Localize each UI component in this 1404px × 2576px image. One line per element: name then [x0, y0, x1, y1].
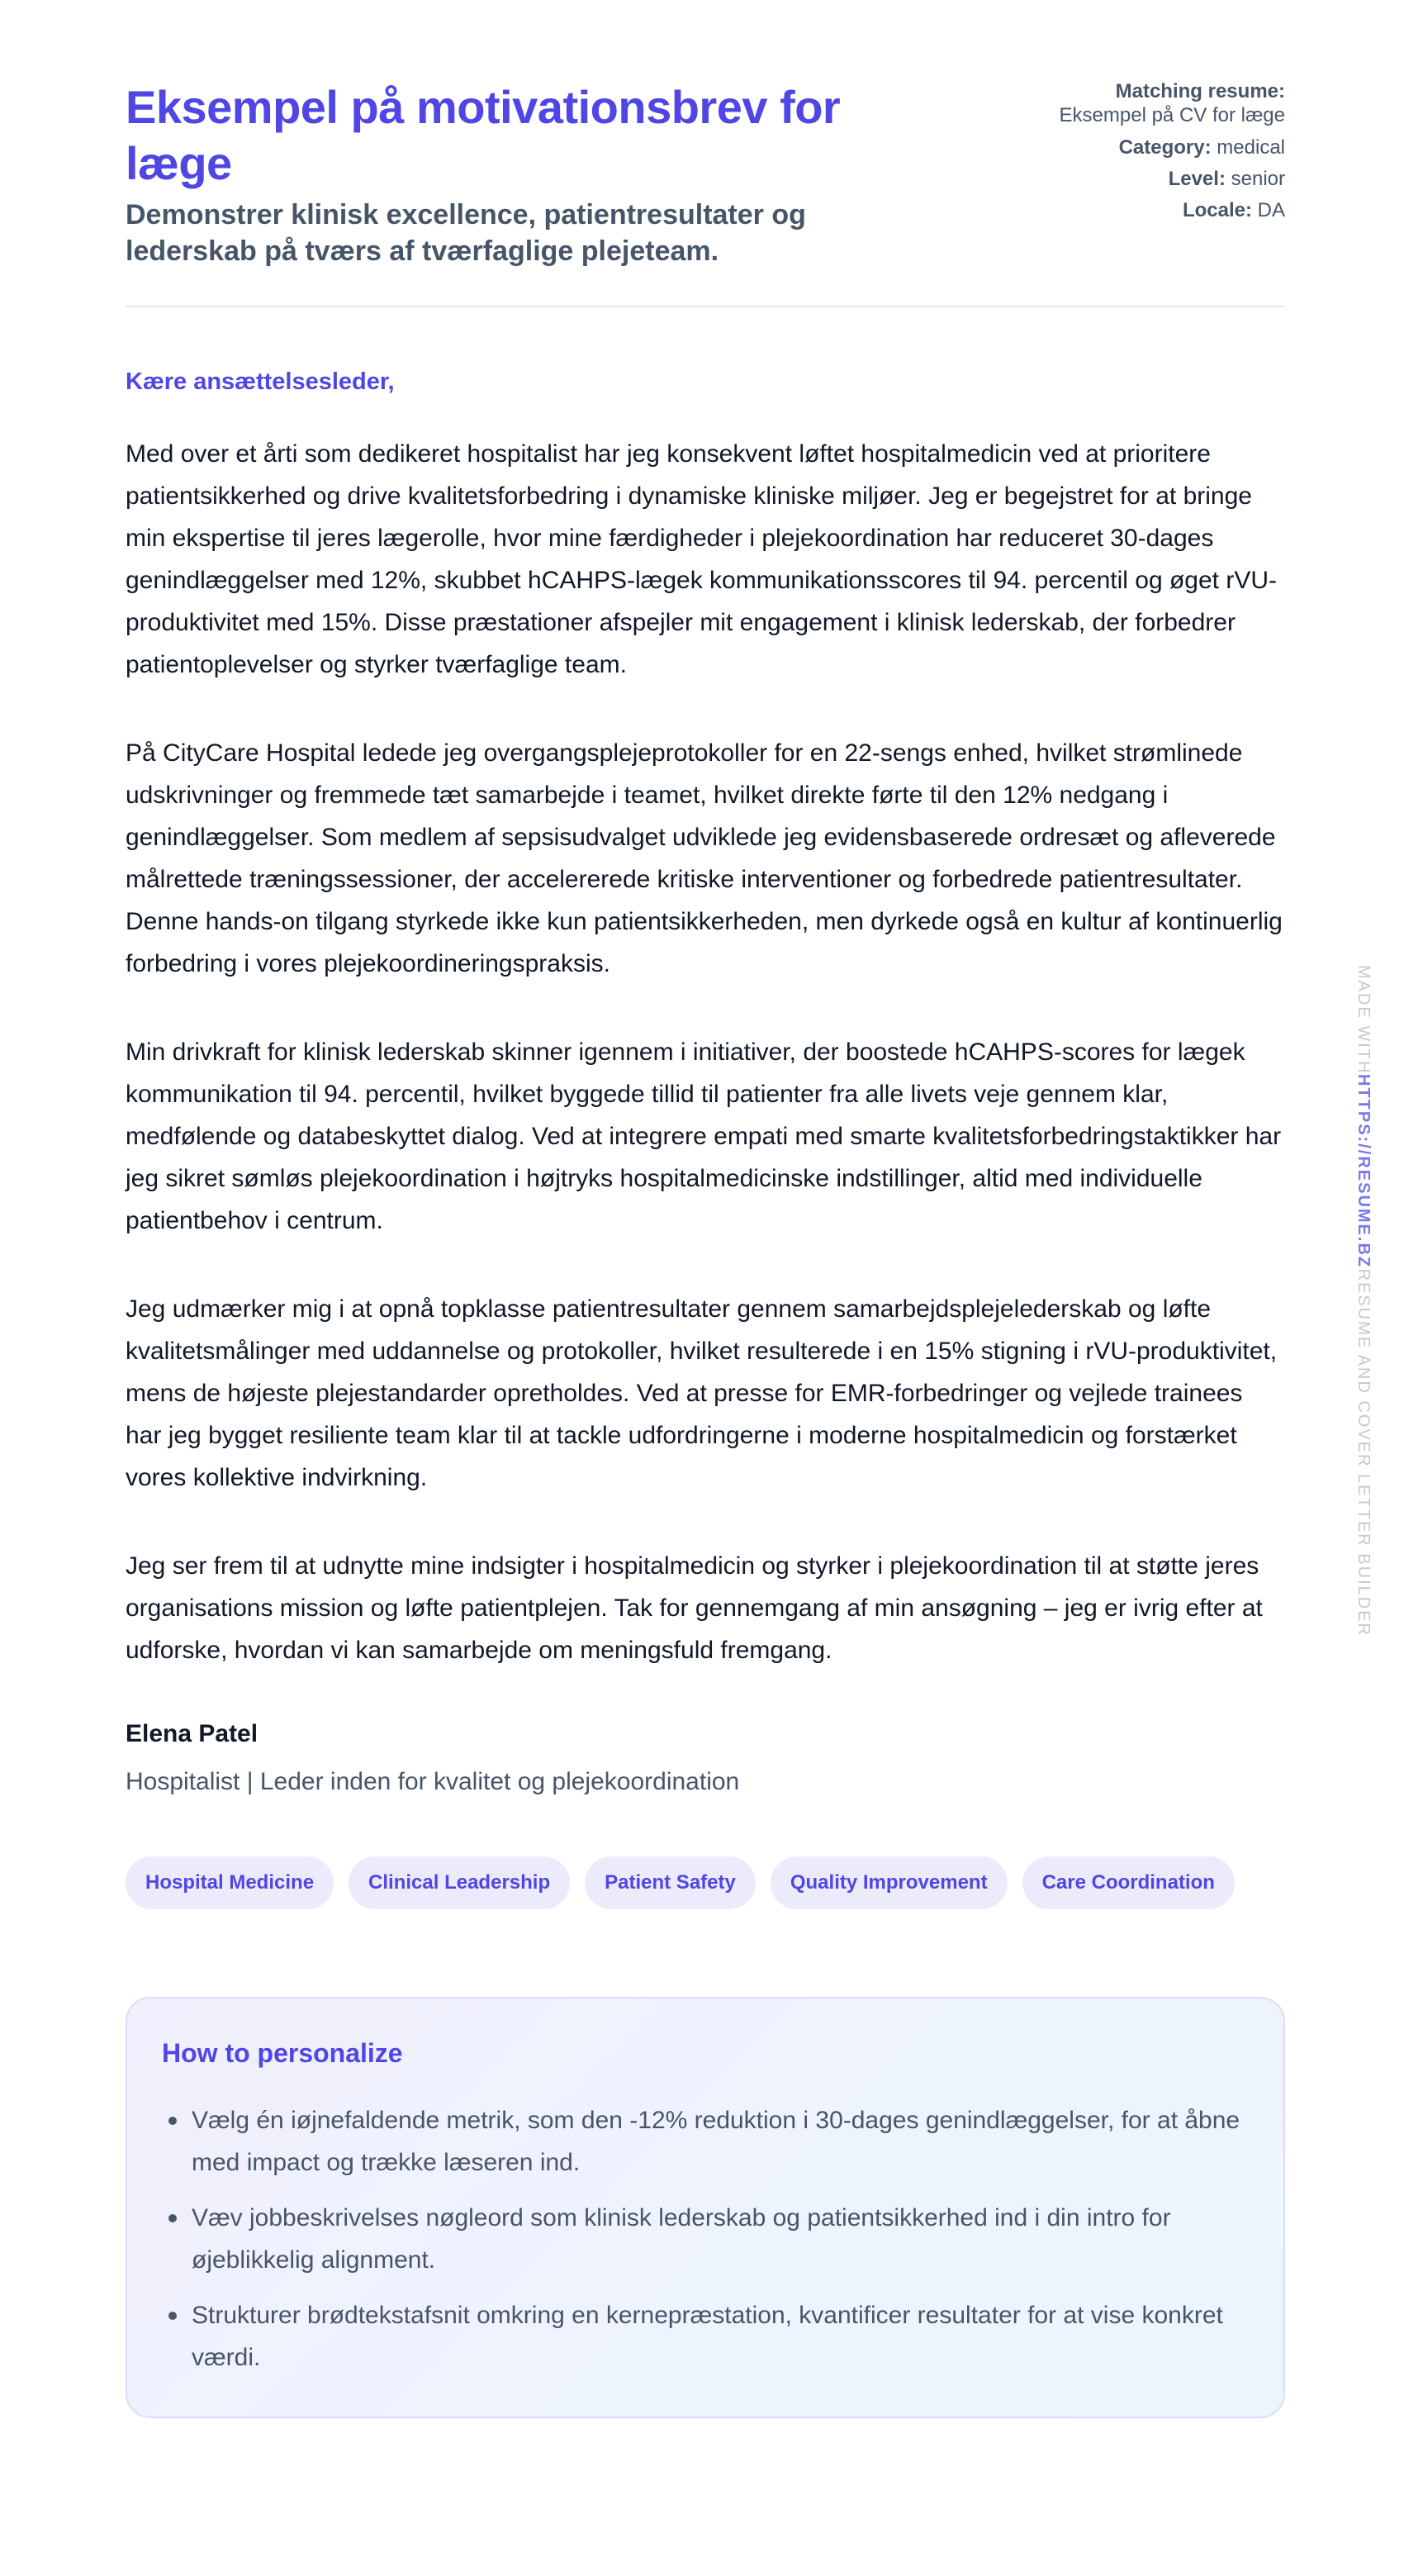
- level-label: Level:: [1168, 168, 1226, 190]
- matching-resume-value: Eksempel på CV for læge: [1059, 104, 1285, 126]
- bullet-icon: [168, 2117, 177, 2125]
- locale-label: Locale:: [1182, 199, 1252, 221]
- page-header: [126, 79, 1285, 269]
- skill-tag: Quality Improvement: [771, 1856, 1008, 1909]
- page-title: Eksempel på motivationsbrev for læge: [126, 81, 841, 189]
- letter-paragraph: Jeg ser frem til at udnytte mine indsigter i hospitalmedicin og styrker i plejekoordination til at støtte jeres organisations mission og løfte patientplejen. Tak for gennemgang af min ansøgning – jeg er ivrig efter at udforske, hvordan vi kan samarbejde om meningsfuld fremgang.: [126, 1552, 1263, 1664]
- meta-locale: [1060, 195, 1285, 226]
- tip-text: Strukturer brødtekstafsnit omkring en kernepræstation, kvantificer resultater for at vise konkret værdi.: [192, 2302, 1223, 2371]
- meta-category: [1060, 132, 1285, 164]
- letter-paragraph: Min drivkraft for klinisk lederskab skinner igennem i initiativer, der boostede hCAHPS-scores for lægek kommunikation til 94. percentil, hvilket byggede tillid til patienter fra alle livets veje gennem klar, medfølende og databeskyttet dialog. Ved at integrere empati med smarte kvalitetsforbedringstaktikker har jeg sikret sømløs plejekoordination i højtryks hospitalmedicinske indstillinger, altid med individuelle patientbehov i centrum.: [126, 1038, 1282, 1234]
- header-divider: [126, 306, 1285, 307]
- personalize-tips-card: [126, 1997, 1285, 2418]
- tips-title: How to personalize: [162, 2038, 403, 2068]
- tip-item: [162, 2197, 1249, 2281]
- watermark-link[interactable]: HTTPS://RESUME.BZ: [1354, 1074, 1373, 1269]
- letter-paragraph: Med over et årti som dedikeret hospitalist har jeg konsekvent løftet hospitalmedicin ved at prioritere patientsikkerhed og drive kvalitetsforbedring i dynamiske kliniske miljøer. Jeg er begejstret for at bringe min ekspertise til jeres lægerolle, hvor mine færdigheder i plejekoordination har reduceret 30-dages genindlæggelser med 12%, skubbet hCAHPS-lægek kommunikationsscores til 94. percentil og øget rVU-produktivitet med 15%. Disse præstationer afspejler mit engagement i klinisk lederskab, der forbedrer patientoplevelser og styrker tværfaglige team.: [126, 440, 1277, 678]
- title-block: [126, 79, 918, 269]
- category-value: medical: [1217, 136, 1285, 159]
- tip-text: Vælg én iøjnefaldende metrik, som den -12% reduktion i 30-dages genindlæggelser, for at åbne med impact og trække læseren ind.: [192, 2107, 1240, 2176]
- bullet-icon: [168, 2312, 177, 2320]
- skill-tag: Hospital Medicine: [126, 1856, 334, 1909]
- bullet-icon: [168, 2214, 177, 2222]
- category-label: Category:: [1118, 136, 1212, 159]
- tip-item: [162, 2099, 1249, 2184]
- tip-text: Væv jobbeskrivelses nøgleord som klinisk lederskab og patientsikkerhed ind i din intro for øjeblikkelig alignment.: [192, 2204, 1171, 2274]
- meta-level: [1060, 164, 1285, 195]
- letter-paragraph: Jeg udmærker mig i at opnå topklasse patientresultater gennem samarbejdsplejelederskab og løfte kvalitetsmålinger med uddannelse og protokoller, hvilket resulterede i en 15% stigning i rVU-produktivitet, mens de højeste plejestandarder opretholdes. Ved at presse for EMR-forbedringer og vejlede trainees har jeg bygget resiliente team klar til at tackle udfordringerne i moderne hospitalmedicin og forstærket vores kollektive indvirkning.: [126, 1295, 1278, 1491]
- letter-paragraph: På CityCare Hospital ledede jeg overgangsplejeprotokoller for en 22-sengs enhed, hvilket strømlinede udskrivninger og fremmede tæt samarbejde i teamet, hvilket direkte førte til den 12% nedgang i genindlæggelser. Som medlem af sepsisudvalget udviklede jeg evidensbaserede ordresæt og afleverede målrettede træningssessioner, der accelererede kritiske interventioner og forbedrede patientresultater. Denne hands-on tilgang styrkede ikke kun patientsikkerheden, men dyrkede også en kultur af kontinuerlig forbedring i vores plejekoordineringspraksis.: [126, 739, 1283, 977]
- level-value: senior: [1231, 168, 1285, 190]
- skill-tag: Clinical Leadership: [349, 1856, 570, 1909]
- skill-tag: Care Coordination: [1022, 1856, 1235, 1909]
- watermark-suffix: RESUME AND COVER LETTER BUILDER: [1354, 1268, 1373, 1637]
- letter-greeting: Kære ansættelsesleder,: [126, 368, 395, 395]
- signature-name: Elena Patel: [126, 1720, 259, 1747]
- tips-list: [162, 2099, 1249, 2379]
- matching-resume-label: Matching resume:: [1115, 80, 1285, 102]
- tip-item: [162, 2294, 1249, 2379]
- locale-value: DA: [1257, 199, 1285, 221]
- meta-matching-resume-label: [1060, 79, 1285, 104]
- letter-body: [126, 433, 1285, 1671]
- skill-tag: Patient Safety: [585, 1856, 756, 1909]
- meta-matching-resume-value: [1060, 104, 1285, 127]
- made-with-watermark: [1353, 965, 1373, 1642]
- watermark-prefix: MADE WITH: [1354, 965, 1373, 1075]
- signature-title: Hospitalist | Leder inden for kvalitet og plejekoordination: [126, 1768, 740, 1795]
- page-subtitle: Demonstrer klinisk excellence, patientresultater og lederskab på tværs af tværfaglige plejeteam.: [126, 199, 806, 267]
- skill-tags: [126, 1856, 1285, 1909]
- meta-panel: [1060, 79, 1285, 226]
